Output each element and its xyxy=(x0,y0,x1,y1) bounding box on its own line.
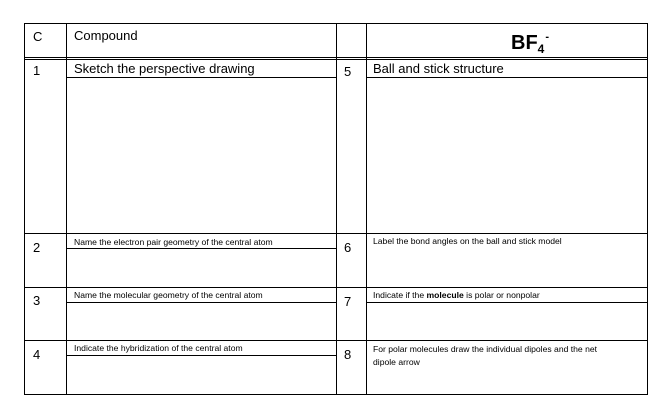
answer-box-perspective[interactable] xyxy=(67,78,336,233)
answer-box-polarity[interactable] xyxy=(367,303,648,340)
label-ball-and-stick: Ball and stick structure xyxy=(373,61,504,76)
row-divider-3 xyxy=(24,340,648,341)
label-molecular-geometry: Name the molecular geometry of the central atom xyxy=(74,290,263,300)
row-divider-2 xyxy=(24,287,648,288)
row-number-2: 2 xyxy=(33,240,41,255)
label-perspective-drawing: Sketch the perspective drawing xyxy=(74,61,255,76)
label-polarity: Indicate if the molecule is polar or nonpolar xyxy=(373,290,540,300)
header-col1: C xyxy=(33,29,43,44)
answer-box-dipoles[interactable] xyxy=(367,370,648,394)
row-number-4: 4 xyxy=(33,347,41,362)
label-bond-angles: Label the bond angles on the ball and stick model xyxy=(373,236,562,246)
row-number-7: 7 xyxy=(344,294,352,309)
row-number-1: 1 xyxy=(33,63,41,78)
answer-box-molecular-geometry[interactable] xyxy=(67,303,336,340)
row-number-6: 6 xyxy=(344,240,352,255)
label-dipoles-line2: dipole arrow xyxy=(373,357,420,367)
label-electron-pair-geometry: Name the electron pair geometry of the central atom xyxy=(74,237,273,247)
label-hybridization: Indicate the hybridization of the central atom xyxy=(74,343,243,353)
label-dipoles-line1: For polar molecules draw the individual dipoles and the net xyxy=(373,344,598,354)
row-number-5: 5 xyxy=(344,64,352,79)
header-col2: Compound xyxy=(74,28,138,43)
answer-box-ball-and-stick[interactable] xyxy=(367,78,648,233)
row-number-8: 8 xyxy=(344,347,352,362)
row-divider-1 xyxy=(24,233,648,234)
answer-box-electron-pair[interactable] xyxy=(67,249,336,287)
answer-box-bond-angles[interactable] xyxy=(367,249,648,287)
compound-formula: $BF_4^-$ xyxy=(511,31,550,56)
row-divider-header xyxy=(24,57,648,58)
row-divider-1-top xyxy=(24,59,648,60)
answer-box-hybridization[interactable] xyxy=(67,356,336,394)
row-number-3: 3 xyxy=(33,293,41,308)
